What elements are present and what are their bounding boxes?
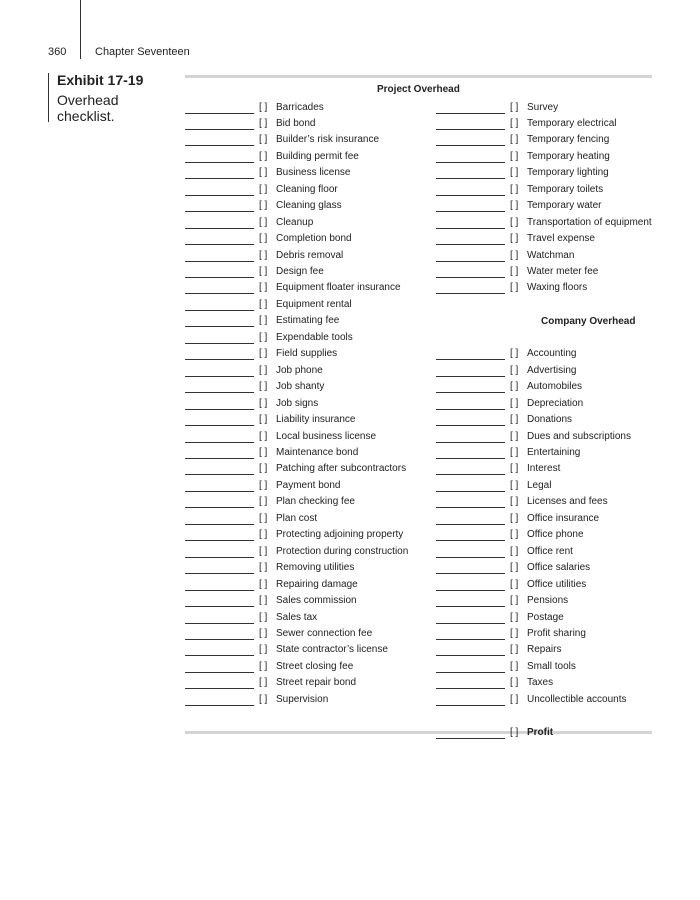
item-label: Office salaries — [527, 562, 591, 574]
checkbox[interactable]: [ ] — [510, 627, 519, 639]
checkbox[interactable]: [ ] — [259, 562, 268, 574]
item-label: Cleanup — [276, 216, 314, 228]
project-overhead-heading: Project Overhead — [377, 84, 460, 95]
amount-blank-line[interactable] — [436, 162, 505, 163]
amount-blank-line[interactable] — [185, 557, 254, 558]
amount-blank-line[interactable] — [185, 392, 254, 393]
amount-blank-line[interactable] — [185, 145, 254, 146]
item-label: Protection during construction — [276, 545, 409, 557]
item-label: Entertaining — [527, 446, 581, 458]
item-label: Equipment floater insurance — [276, 282, 401, 294]
checkbox[interactable]: [ ] — [259, 611, 268, 623]
checkbox[interactable]: [ ] — [259, 627, 268, 639]
item-label: Building permit fee — [276, 150, 359, 162]
table-bottom-rule — [185, 731, 652, 734]
item-label: Automobiles — [527, 381, 583, 393]
item-label: Postage — [527, 611, 564, 623]
amount-blank-line[interactable] — [185, 228, 254, 229]
checkbox[interactable]: [ ] — [510, 512, 519, 524]
amount-blank-line[interactable] — [185, 606, 254, 607]
page-number: 360 — [48, 46, 67, 58]
item-label: Temporary electrical — [527, 118, 617, 129]
amount-blank-line[interactable] — [436, 277, 505, 278]
amount-blank-line[interactable] — [436, 145, 505, 146]
checkbox[interactable]: [ ] — [510, 282, 519, 294]
checkbox[interactable]: [ ] — [259, 315, 268, 327]
amount-blank-line[interactable] — [185, 474, 254, 475]
checkbox[interactable]: [ ] — [259, 463, 268, 475]
item-label: Supervision — [276, 693, 329, 705]
amount-blank-line[interactable] — [185, 409, 254, 410]
amount-blank-line[interactable] — [436, 228, 505, 229]
checkbox[interactable]: [ ] — [510, 348, 519, 360]
amount-blank-line[interactable] — [185, 524, 254, 525]
checkbox[interactable]: [ ] — [510, 726, 519, 738]
checkbox[interactable]: [ ] — [259, 545, 268, 557]
checkbox[interactable]: [ ] — [510, 167, 519, 179]
amount-blank-line[interactable] — [436, 261, 505, 262]
table-top-rule — [185, 75, 652, 78]
checkbox[interactable]: [ ] — [259, 150, 268, 162]
amount-blank-line[interactable] — [436, 738, 505, 739]
item-label: Cleaning floor — [276, 183, 338, 195]
checkbox[interactable]: [ ] — [510, 463, 519, 475]
item-label: Expendable tools — [276, 331, 353, 343]
amount-blank-line[interactable] — [436, 195, 505, 196]
item-label: Pensions — [527, 595, 569, 606]
amount-blank-line[interactable] — [436, 113, 505, 114]
checkbox[interactable]: [ ] — [259, 496, 268, 508]
item-label: Depreciation — [527, 397, 584, 409]
checkbox[interactable]: [ ] — [510, 249, 519, 261]
checkbox[interactable]: [ ] — [259, 134, 268, 146]
amount-blank-line[interactable] — [436, 392, 505, 393]
amount-blank-line[interactable] — [436, 409, 505, 410]
amount-blank-line[interactable] — [436, 376, 505, 377]
amount-blank-line[interactable] — [436, 606, 505, 607]
item-label: Profit sharing — [527, 627, 586, 639]
amount-blank-line[interactable] — [436, 458, 505, 459]
amount-blank-line[interactable] — [185, 705, 254, 706]
amount-blank-line[interactable] — [436, 425, 505, 426]
checkbox[interactable]: [ ] — [510, 479, 519, 491]
checkbox[interactable]: [ ] — [510, 611, 519, 623]
item-label: Job phone — [276, 364, 323, 376]
item-label: Small tools — [527, 660, 576, 672]
amount-blank-line[interactable] — [436, 491, 505, 492]
amount-blank-line[interactable] — [185, 261, 254, 262]
checkbox[interactable]: [ ] — [259, 677, 268, 689]
checkbox[interactable]: [ ] — [510, 693, 519, 705]
amount-blank-line[interactable] — [436, 655, 505, 656]
checkbox[interactable]: [ ] — [259, 660, 268, 672]
checkbox[interactable]: [ ] — [259, 364, 268, 376]
amount-blank-line[interactable] — [185, 442, 254, 443]
item-label: Liability insurance — [276, 414, 356, 426]
item-label: Repairing damage — [276, 578, 358, 590]
amount-blank-line[interactable] — [185, 310, 254, 311]
item-label: Temporary heating — [527, 150, 610, 162]
item-label: Field supplies — [276, 348, 338, 360]
item-label: Office rent — [527, 545, 573, 557]
item-label: Water meter fee — [527, 266, 599, 277]
exhibit-caption-line1: Overhead — [57, 92, 119, 108]
checkbox[interactable]: [ ] — [259, 644, 268, 656]
item-label: Licenses and fees — [527, 496, 608, 508]
checkbox[interactable]: [ ] — [259, 216, 268, 228]
item-label: Office phone — [527, 529, 584, 541]
checkbox[interactable]: [ ] — [259, 282, 268, 294]
company-overhead-heading: Company Overhead — [541, 316, 636, 327]
exhibit-caption-block — [48, 73, 168, 122]
item-label: Temporary water — [527, 200, 602, 212]
exhibit-caption-line2: checklist. — [57, 108, 115, 124]
amount-blank-line[interactable] — [436, 557, 505, 558]
item-label: Job shanty — [276, 381, 325, 393]
amount-blank-line[interactable] — [185, 540, 254, 541]
checkbox[interactable]: [ ] — [510, 233, 519, 245]
amount-blank-line[interactable] — [436, 623, 505, 624]
checkbox[interactable]: [ ] — [259, 200, 268, 212]
checkbox[interactable]: [ ] — [510, 200, 519, 212]
amount-blank-line[interactable] — [436, 639, 505, 640]
amount-blank-line[interactable] — [436, 129, 505, 130]
amount-blank-line[interactable] — [436, 672, 505, 673]
amount-blank-line[interactable] — [436, 442, 505, 443]
amount-blank-line[interactable] — [185, 277, 254, 278]
exhibit-number: Exhibit 17-19 — [57, 72, 144, 88]
checkbox[interactable]: [ ] — [510, 150, 519, 162]
item-label: Payment bond — [276, 479, 341, 491]
amount-blank-line[interactable] — [185, 491, 254, 492]
item-label: Builder’s risk insurance — [276, 134, 380, 146]
checkbox[interactable]: [ ] — [510, 183, 519, 195]
amount-blank-line[interactable] — [436, 524, 505, 525]
item-label: Equipment rental — [276, 298, 352, 310]
checkbox[interactable]: [ ] — [510, 397, 519, 409]
item-label: Business license — [276, 167, 351, 179]
item-label: Legal — [527, 479, 552, 491]
checkbox[interactable]: [ ] — [510, 578, 519, 590]
amount-blank-line[interactable] — [436, 540, 505, 541]
item-label: Street closing fee — [276, 660, 354, 672]
amount-blank-line[interactable] — [185, 672, 254, 673]
amount-blank-line[interactable] — [185, 623, 254, 624]
checkbox[interactable]: [ ] — [259, 331, 268, 343]
amount-blank-line[interactable] — [185, 162, 254, 163]
checkbox[interactable]: [ ] — [510, 430, 519, 442]
amount-blank-line[interactable] — [185, 293, 254, 294]
item-label: Completion bond — [276, 233, 352, 245]
overhead-checklist-table — [185, 75, 652, 738]
checkbox[interactable]: [ ] — [259, 479, 268, 491]
item-label: Local business license — [276, 430, 377, 442]
amount-blank-line[interactable] — [436, 244, 505, 245]
item-label: Taxes — [527, 677, 554, 689]
checkbox[interactable]: [ ] — [510, 101, 519, 113]
checkbox[interactable]: [ ] — [259, 512, 268, 524]
amount-blank-line[interactable] — [185, 573, 254, 574]
item-label: Donations — [527, 414, 573, 426]
amount-blank-line[interactable] — [185, 211, 254, 212]
item-label: Plan checking fee — [276, 496, 355, 508]
checkbox[interactable]: [ ] — [259, 693, 268, 705]
checkbox[interactable]: [ ] — [259, 233, 268, 245]
item-label: Temporary toilets — [527, 183, 604, 195]
item-label: Design fee — [276, 266, 324, 277]
amount-blank-line[interactable] — [185, 639, 254, 640]
item-label: Sewer connection fee — [276, 627, 373, 639]
chapter-title: Chapter Seventeen — [95, 46, 190, 58]
amount-blank-line[interactable] — [185, 590, 254, 591]
amount-blank-line[interactable] — [436, 293, 505, 294]
checkbox[interactable]: [ ] — [510, 118, 519, 129]
amount-blank-line[interactable] — [436, 688, 505, 689]
amount-blank-line[interactable] — [185, 343, 254, 344]
item-label: Travel expense — [527, 233, 595, 245]
item-label: Transportation of equipment — [527, 216, 652, 228]
checkbox[interactable]: [ ] — [259, 183, 268, 195]
checkbox[interactable]: [ ] — [510, 677, 519, 689]
checkbox[interactable]: [ ] — [510, 266, 519, 277]
checkbox[interactable]: [ ] — [510, 381, 519, 393]
item-label: Debris removal — [276, 249, 344, 261]
amount-blank-line[interactable] — [185, 425, 254, 426]
amount-blank-line[interactable] — [436, 211, 505, 212]
amount-blank-line[interactable] — [185, 244, 254, 245]
checkbox[interactable]: [ ] — [259, 266, 268, 277]
checkbox[interactable]: [ ] — [510, 364, 519, 376]
amount-blank-line[interactable] — [436, 705, 505, 706]
amount-blank-line[interactable] — [185, 326, 254, 327]
checkbox[interactable]: [ ] — [259, 414, 268, 426]
item-label: Survey — [527, 101, 559, 113]
item-label: Waxing floors — [527, 282, 588, 294]
item-label: Advertising — [527, 364, 577, 376]
amount-blank-line[interactable] — [185, 359, 254, 360]
checkbox[interactable]: [ ] — [259, 118, 268, 129]
item-label: Office insurance — [527, 512, 600, 524]
checkbox[interactable]: [ ] — [259, 397, 268, 409]
amount-blank-line[interactable] — [185, 113, 254, 114]
item-label: Job signs — [276, 397, 319, 409]
checkbox[interactable]: [ ] — [259, 298, 268, 310]
checkbox[interactable]: [ ] — [259, 529, 268, 541]
amount-blank-line[interactable] — [436, 178, 505, 179]
checkbox[interactable]: [ ] — [510, 644, 519, 656]
checkbox[interactable]: [ ] — [510, 414, 519, 426]
checkbox[interactable]: [ ] — [259, 167, 268, 179]
checkbox[interactable]: [ ] — [259, 430, 268, 442]
checkbox[interactable]: [ ] — [259, 595, 268, 606]
checkbox[interactable]: [ ] — [510, 660, 519, 672]
checkbox[interactable]: [ ] — [510, 545, 519, 557]
item-label: Sales tax — [276, 611, 318, 623]
item-label: Profit — [527, 726, 554, 738]
checkbox[interactable]: [ ] — [259, 348, 268, 360]
item-label: Patching after subcontractors — [276, 463, 407, 475]
item-label: Cleaning glass — [276, 200, 342, 212]
item-label: Watchman — [527, 249, 575, 261]
item-label: Office utilities — [527, 578, 587, 590]
amount-blank-line[interactable] — [185, 458, 254, 459]
item-label: Protecting adjoining property — [276, 529, 404, 541]
checkbox[interactable]: [ ] — [510, 446, 519, 458]
checkbox[interactable]: [ ] — [510, 529, 519, 541]
item-label: Estimating fee — [276, 315, 340, 327]
amount-blank-line[interactable] — [185, 655, 254, 656]
item-label: Interest — [527, 463, 561, 475]
amount-blank-line[interactable] — [185, 129, 254, 130]
item-label: Uncollectible accounts — [527, 693, 627, 705]
item-label: Sales commission — [276, 595, 357, 606]
item-label: Maintenance bond — [276, 446, 359, 458]
amount-blank-line[interactable] — [185, 688, 254, 689]
checkbox[interactable]: [ ] — [259, 446, 268, 458]
item-label: Dues and subscriptions — [527, 430, 631, 442]
checkbox[interactable]: [ ] — [259, 249, 268, 261]
item-label: Bid bond — [276, 118, 316, 129]
amount-blank-line[interactable] — [185, 507, 254, 508]
amount-blank-line[interactable] — [185, 195, 254, 196]
checkbox[interactable]: [ ] — [510, 496, 519, 508]
checkbox[interactable]: [ ] — [259, 578, 268, 590]
header-divider — [80, 0, 81, 59]
checkbox[interactable]: [ ] — [510, 134, 519, 146]
item-label: Temporary lighting — [527, 167, 609, 179]
item-label: Barricades — [276, 101, 324, 113]
amount-blank-line[interactable] — [436, 573, 505, 574]
checkbox[interactable]: [ ] — [259, 381, 268, 393]
item-label: State contractor’s license — [276, 644, 388, 656]
amount-blank-line[interactable] — [185, 376, 254, 377]
checkbox[interactable]: [ ] — [259, 101, 268, 113]
amount-blank-line[interactable] — [436, 359, 505, 360]
amount-blank-line[interactable] — [436, 507, 505, 508]
checkbox[interactable]: [ ] — [510, 216, 519, 228]
item-label: Repairs — [527, 644, 562, 656]
amount-blank-line[interactable] — [185, 178, 254, 179]
item-label: Accounting — [527, 348, 577, 360]
amount-blank-line[interactable] — [436, 474, 505, 475]
checkbox[interactable]: [ ] — [510, 562, 519, 574]
item-label: Plan cost — [276, 512, 318, 524]
item-label: Temporary fencing — [527, 134, 610, 146]
checkbox[interactable]: [ ] — [510, 595, 519, 606]
amount-blank-line[interactable] — [436, 590, 505, 591]
item-label: Street repair bond — [276, 677, 357, 689]
item-label: Removing utilities — [276, 562, 355, 574]
